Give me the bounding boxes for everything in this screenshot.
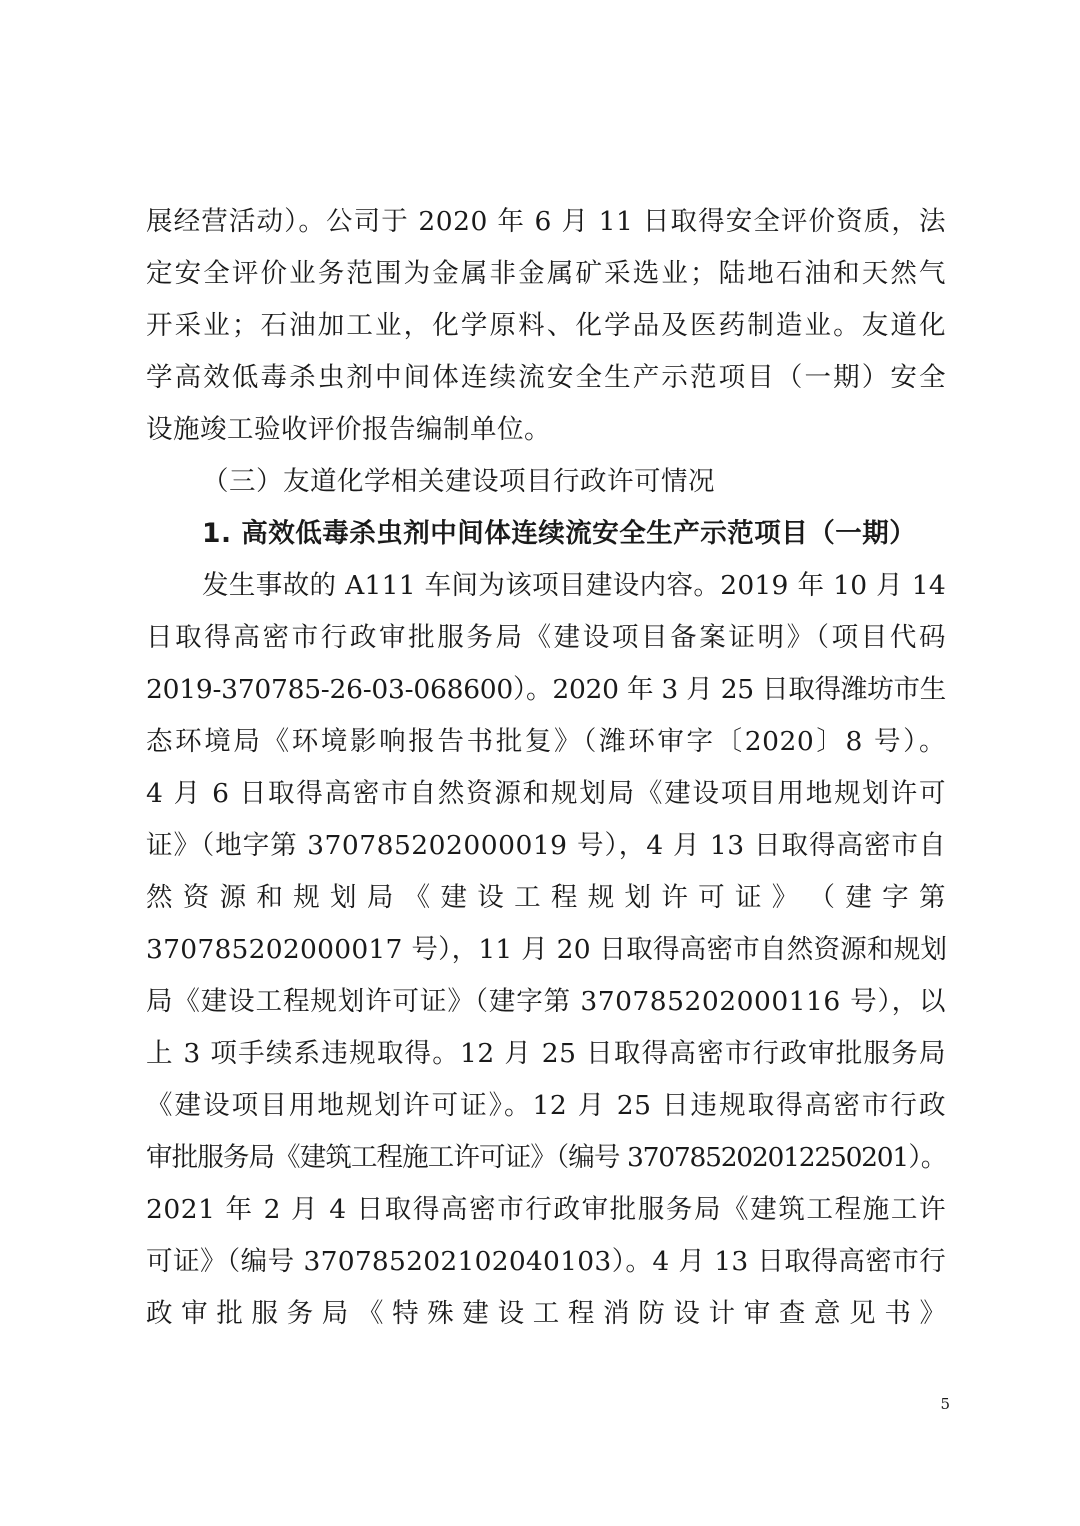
body-line-15: 370785202000017 号），11 月 20 日取得高密市自然资源和规划 <box>146 934 948 965</box>
body-line-18: 《建设项目用地规划许可证》。12 月 25 日违规取得高密市行政 <box>146 1090 946 1121</box>
section-heading: （三）友道化学相关建设项目行政许可情况 <box>202 466 715 497</box>
body-line-2: 定安全评价业务范围为金属非金属矿采选业；陆地石油和天然气 <box>146 258 946 289</box>
body-line-21: 可证》（编号 370785202102040103）。4 月 13 日取得高密市行 <box>146 1246 946 1277</box>
body-line-16: 局《建设工程规划许可证》（建字第 370785202000116 号），以 <box>146 986 946 1017</box>
body-line-14: 然 资 源 和 规 划 局 《 建 设 工 程 规 划 许 可 证 》 （ 建 字 第 <box>146 882 946 913</box>
body-line-8: 发生事故的 A111 车间为该项目建设内容。2019 年 10 月 14 <box>202 570 946 601</box>
body-line-1: 展经营活动）。公司于 2020 年 6 月 11 日取得安全评价资质，法 <box>146 206 946 237</box>
body-line-10: 2019-370785-26-03-068600）。2020 年 3 月 25 日取得潍坊市生 <box>146 674 946 705</box>
subsection-heading: 1. 高效低毒杀虫剂中间体连续流安全生产示范项目（一期） <box>202 518 917 549</box>
body-line-20: 2021 年 2 月 4 日取得高密市行政审批服务局《建筑工程施工许 <box>146 1194 946 1225</box>
body-line-9: 日取得高密市行政审批服务局《建设项目备案证明》（项目代码 <box>146 622 946 653</box>
body-line-22: 政 审 批 服 务 局 《 特 殊 建 设 工 程 消 防 设 计 审 查 意 见 书 》 <box>146 1298 946 1329</box>
body-line-17: 上 3 项手续系违规取得。12 月 25 日取得高密市行政审批服务局 <box>146 1038 946 1069</box>
body-line-13: 证》（地字第 370785202000019 号），4 月 13 日取得高密市自 <box>146 830 946 861</box>
body-line-12: 4 月 6 日取得高密市自然资源和规划局《建设项目用地规划许可 <box>146 778 946 809</box>
page-number: 5 <box>940 1395 950 1413</box>
body-line-4: 学高效低毒杀虫剂中间体连续流安全生产示范项目（一期）安全 <box>146 362 946 393</box>
body-line-19: 审批服务局《建筑工程施工许可证》（编号 370785202012250201）。 <box>146 1142 946 1173</box>
body-line-5: 设施竣工验收评价报告编制单位。 <box>146 414 551 445</box>
body-line-11: 态环境局《环境影响报告书批复》（潍环审字〔2020〕8 号）。 <box>146 726 946 757</box>
body-line-3: 开采业；石油加工业，化学原料、化学品及医药制造业。友道化 <box>146 310 946 341</box>
